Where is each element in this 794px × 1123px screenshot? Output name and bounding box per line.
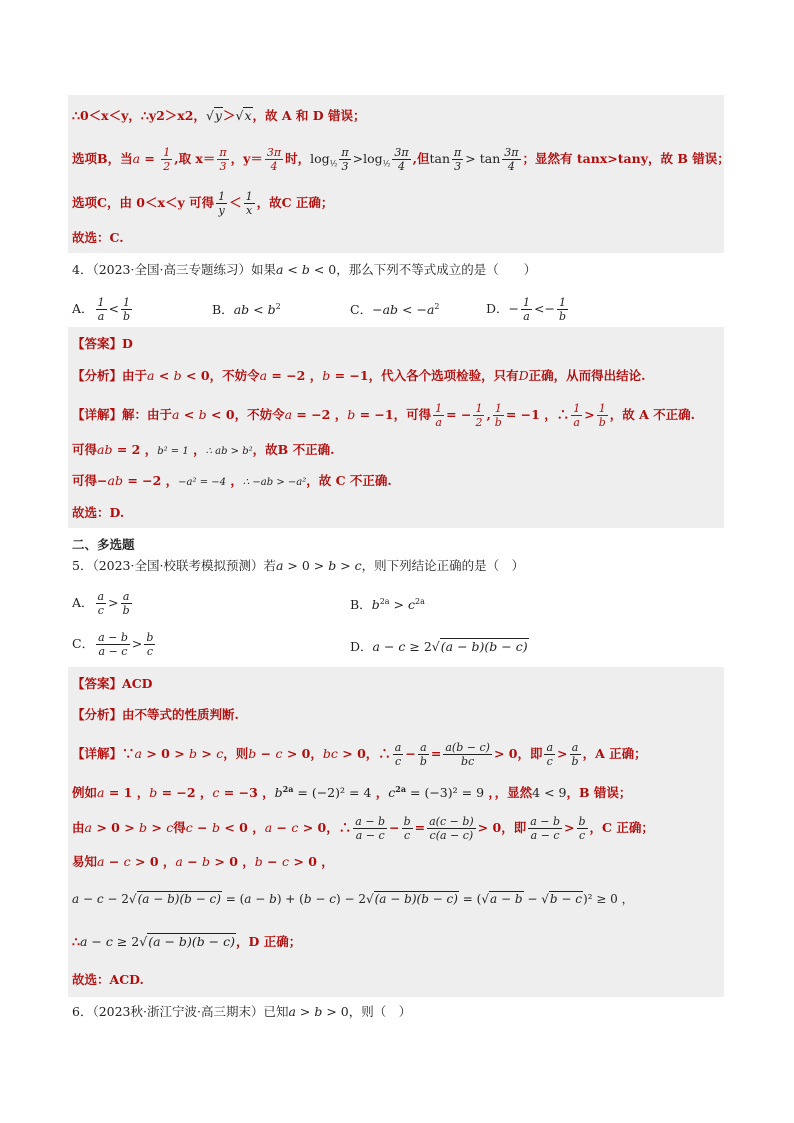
q5-stem: 5．（2023·全国·校联考模拟预测）若a > 0 > b > c，则下列结论正确的是（ ） [72, 558, 525, 573]
q5-detail-5: a − c − 2√(a − b)(b − c) = (a − b) + (b − c) − 2√(a − b)(b − c) = (√a − b − √b − c)² ≥ 0 ， [72, 892, 634, 906]
q5-option-b: B．$b^{2a} > c^{2a}$ [350, 596, 425, 612]
q5-detail-6: ∴a − c ≥ 2√(a − b)(b − c)，D 正确； [72, 934, 302, 949]
q4-analysis: 【分析】由于a < b < 0，不妨令a = −2 ，b = −1，代入各个选项检验，只有D正确，从而得出结论. [72, 368, 646, 383]
q4-final: 故选：D. [72, 505, 125, 520]
q4-option-c: C．$-ab < -a^2$ [350, 301, 440, 317]
q3-solution-line1: ∴0＜x＜y，∴y2＞x2，√y＞√x，故 A 和 D 错误； [72, 108, 366, 123]
q5-analysis: 【分析】由不等式的性质判断. [72, 707, 239, 722]
q4-option-a: A． $\frac{1}{a}$ < $\frac{1}{b}$ [72, 296, 131, 323]
q5-answer: 【答案】ACD [72, 676, 153, 691]
q4-line-b: 可得ab = 2 ，b² = 1 ，∴ ab > b²，故B 不正确. [72, 442, 335, 457]
q4-option-b: B．ab < $b^2$ [212, 301, 281, 317]
q3-final: 故选：C. [72, 230, 124, 245]
section-title: 二、多选题 [72, 537, 135, 552]
q4-detail: 【详解】解：由于a < b < 0，不妨令a = −2 ，b = −1，可得 $\frac{1}{a}$ = − $\frac{1}{2}$ , $\frac{1}{b}$ = −1 ，∴ $\frac{1}{a}$ > $\frac{1}{b}$ ，故 A 不正确. [72, 402, 695, 429]
q5-final: 故选：ACD. [72, 972, 144, 987]
q5-option-a: A． $\frac{a}{c}$ > $\frac{a}{b}$ [72, 590, 130, 617]
q4-line-c: 可得−ab = −2 ，−a² = −4 ，∴ −ab > −a²，故 C 不正确. [72, 473, 392, 488]
q6-stem: 6．（2023秋·浙江宁波·高三期末）已知a > b > 0，则（ ） [72, 1004, 412, 1019]
q4-option-d: D．− $\frac{1}{a}$ <− $\frac{1}{b}$ [486, 296, 567, 323]
q5-detail-4: 易知a − c > 0 ，a − b > 0 ，b − c > 0 ， [72, 854, 334, 869]
q4-stem: 4．（2023·全国·高三专题练习）如果a < b < 0，那么下列不等式成立的是（ ） [72, 262, 537, 277]
q5-detail-3: 由a > 0 > b > c得c − b < 0 ，a − c > 0，∴ $\frac{a - b}{a - c}$ − $\frac{b}{c}$ = $\frac{a(c - b)}{c(a - c)}$ > 0，即 $\frac{a - b}{a - c}$ > $\frac{b}{c}$ ，C 正确； [72, 815, 654, 842]
q5-detail-2: 例如a = 1 ，b = −2 ，c = −3 ，$b^{2a} = (-2)^2 = 4$ ，$c^{2a} = (-3)^2 = 9$ ，，显然4 < 9，B 错误； [72, 784, 632, 801]
q5-option-c: C． $\frac{a - b}{a - c}$ > $\frac{b}{c}$ [72, 631, 154, 658]
q4-answer: 【答案】D [72, 336, 133, 351]
q3-solution-line3: 选项C，由 0＜x＜y 可得 $\frac{1}{y}$ ＜ $\frac{1}{x}$ ，故C 正确； [72, 190, 334, 217]
q3-solution-line2: 选项B，当a = $\frac{1}{2}$ ,取 x＝ $\frac{\pi}{3}$ ，y＝ $\frac{3\pi}{4}$ 时，$\log_{\frac{1}{2}}$ $\frac{\pi}{3}$ $>\log_{\frac{1}{2}}$ $\frac{3\pi}{4}$ ,但tan $\frac{\pi}{3}$ > tan $\frac{3\pi}{4}$ ；显然有 tanx>tany，故 B 错误； [72, 146, 730, 173]
q5-detail-1: 【详解】∵a > 0 > b > c，则b − c > 0，bc > 0，∴ $\frac{a}{c}$ − $\frac{a}{b}$ = $\frac{a(b - c)}{bc}$ > 0，即 $\frac{a}{c}$ > $\frac{a}{b}$ ，A 正确； [72, 741, 647, 768]
q5-option-d: D．a − c ≥ 2√(a − b)(b − c) [350, 639, 528, 654]
